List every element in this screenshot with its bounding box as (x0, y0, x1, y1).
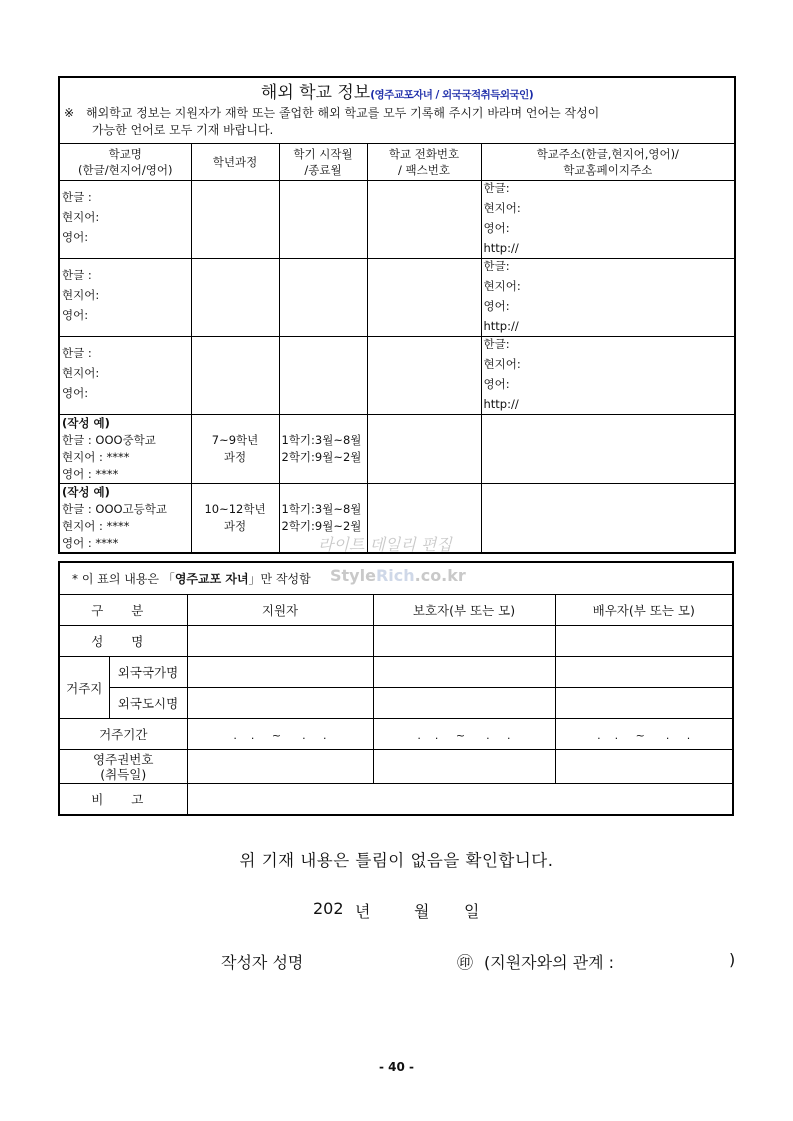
table-title (59, 77, 735, 103)
residence-note-pre: * 이 표의 내용은 「 (72, 572, 175, 586)
local-name-label: 현지어: (62, 366, 100, 380)
example-local-name: 현지어 : **** (62, 519, 130, 533)
example-term-1: 1학기:3월~8월 (281, 502, 362, 516)
address-korean-label: 한글: (483, 337, 510, 351)
course-cell[interactable] (191, 181, 279, 259)
seal-mark: ㊞ (457, 953, 474, 972)
header-spouse: 배우자(부 또는 모) (555, 595, 733, 626)
applicant-period-field[interactable] (187, 719, 373, 750)
applicant-country-field[interactable] (187, 657, 373, 688)
example-english-name: 영어 : **** (62, 467, 119, 481)
example-school-name (59, 415, 191, 484)
example-address (481, 415, 735, 484)
note-line-2: 가능한 언어로 모두 기재 바랍니다. (92, 123, 274, 137)
english-name-label: 영어: (62, 386, 89, 400)
period-placeholder: . . ~ . . (233, 728, 327, 742)
row-pr-line2: (취득일) (100, 766, 147, 782)
date-day-label: 일 (464, 902, 480, 921)
spouse-name-field[interactable] (555, 626, 733, 657)
header-phone-line2: / 팩스번호 (398, 163, 450, 177)
relation-close: ) (729, 950, 736, 969)
example-english-name: 영어 : **** (62, 536, 119, 550)
residence-note (59, 562, 733, 595)
example-course (191, 484, 279, 554)
example-term-1: 1학기:3월~8월 (281, 433, 362, 447)
example-course (191, 415, 279, 484)
residence-table (58, 561, 734, 816)
period-cell[interactable] (279, 181, 367, 259)
header-period-line2: /종료월 (304, 163, 342, 177)
header-period (279, 144, 367, 181)
example-term-2: 2학기:9월~2월 (281, 519, 362, 533)
row-residence-label: 거주지 (59, 657, 109, 719)
applicant-name-field[interactable] (187, 626, 373, 657)
example-korean-name: 한글 : OOO중학교 (62, 433, 156, 447)
header-period-line1: 학기 시작월 (293, 147, 353, 161)
row-name-text: 성 명 (91, 634, 156, 649)
header-school-name-line1: 학교명 (108, 147, 142, 161)
period-cell[interactable] (279, 259, 367, 337)
residence-note-bold: 영주교포 자녀 (174, 572, 249, 586)
header-address-line2: 학교홈페이지주소 (563, 163, 653, 177)
course-cell[interactable] (191, 259, 279, 337)
english-name-label: 영어: (62, 230, 89, 244)
address-local-label: 현지어: (483, 357, 521, 371)
applicant-pr-field[interactable] (187, 750, 373, 784)
local-name-label: 현지어: (62, 288, 100, 302)
row-city-label: 외국도시명 (109, 688, 187, 719)
note-mark: ※ (64, 106, 75, 120)
address-english-label: 영어: (483, 377, 510, 391)
row-pr-label (59, 750, 187, 784)
example-label: (작성 예) (62, 416, 110, 430)
guardian-pr-field[interactable] (373, 750, 555, 784)
school-name-cell[interactable] (59, 181, 191, 259)
period-placeholder: . . ~ . . (597, 728, 691, 742)
course-cell[interactable] (191, 337, 279, 415)
guardian-name-field[interactable] (373, 626, 555, 657)
guardian-country-field[interactable] (373, 657, 555, 688)
example-korean-name: 한글 : OOO고등학교 (62, 502, 167, 516)
guardian-period-field[interactable] (373, 719, 555, 750)
example-address (481, 484, 735, 554)
table-header-row (59, 144, 735, 181)
header-phone-line1: 학교 전화번호 (388, 147, 460, 161)
phone-cell[interactable] (367, 181, 481, 259)
instruction-note (59, 103, 735, 144)
applicant-city-field[interactable] (187, 688, 373, 719)
address-local-label: 현지어: (483, 201, 521, 215)
address-cell[interactable] (481, 181, 735, 259)
confirmation-statement: 위 기재 내용은 틀림이 없음을 확인합니다. (239, 851, 554, 870)
address-english-label: 영어: (483, 299, 510, 313)
date-month-label: 월 (414, 902, 430, 921)
address-korean-label: 한글: (483, 181, 510, 195)
page-number: - 40 - (378, 1060, 414, 1074)
example-course-line2: 과정 (223, 519, 247, 533)
residence-note-post: 」만 작성함 (248, 572, 311, 586)
example-term (279, 484, 367, 554)
spouse-period-field[interactable] (555, 719, 733, 750)
example-local-name: 현지어 : **** (62, 450, 130, 464)
watermark-domain: .co.kr (414, 566, 466, 585)
row-period-label: 거주기간 (59, 719, 187, 750)
writer-name-label: 작성자 성명 (221, 953, 304, 972)
example-course-line1: 10~12학년 (204, 502, 266, 516)
watermark-rich: Rich (375, 566, 415, 585)
address-local-label: 현지어: (483, 279, 521, 293)
period-placeholder: . . ~ . . (417, 728, 511, 742)
header-school-name (59, 144, 191, 181)
spouse-city-field[interactable] (555, 688, 733, 719)
header-guardian: 보호자(부 또는 모) (373, 595, 555, 626)
example-phone (367, 484, 481, 554)
row-name-label (59, 626, 187, 657)
school-entry-row (59, 337, 735, 415)
date-year-label: 년 (355, 902, 371, 921)
local-name-label: 현지어: (62, 210, 100, 224)
example-phone (367, 415, 481, 484)
example-label: (작성 예) (62, 485, 110, 499)
school-entry-row (59, 181, 735, 259)
header-school-name-line2: (한글/현지어/영어) (78, 163, 173, 177)
korean-name-label: 한글 : (62, 346, 92, 360)
address-english-label: 영어: (483, 221, 510, 235)
row-remarks-text: 비 고 (91, 791, 156, 807)
example-course-line2: 과정 (223, 450, 247, 464)
example-course-line1: 7~9학년 (211, 433, 259, 447)
school-name-cell[interactable] (59, 337, 191, 415)
phone-cell[interactable] (367, 337, 481, 415)
header-phone (367, 144, 481, 181)
school-entry-row (59, 259, 735, 337)
example-term (279, 415, 367, 484)
phone-cell[interactable] (367, 259, 481, 337)
watermark-korean: 라이트 데일리 편집 (318, 535, 452, 554)
header-applicant: 지원자 (187, 595, 373, 626)
row-country-label: 외국국가명 (109, 657, 187, 688)
date-year: 202 (313, 899, 344, 918)
overseas-school-table (58, 76, 736, 554)
example-term-2: 2학기:9월~2월 (281, 450, 362, 464)
table-title-main: 해외 학교 정보 (260, 83, 371, 103)
korean-name-label: 한글 : (62, 190, 92, 204)
address-korean-label: 한글: (483, 259, 510, 273)
relation-label: (지원자와의 관계 : (484, 953, 614, 972)
homepage-label: http:// (483, 397, 519, 411)
spouse-pr-field[interactable] (555, 750, 733, 784)
address-cell[interactable] (481, 337, 735, 415)
example-row (59, 484, 735, 554)
remarks-field[interactable] (187, 784, 733, 815)
period-cell[interactable] (279, 337, 367, 415)
row-remarks-label (59, 784, 187, 815)
homepage-label: http:// (483, 319, 519, 333)
watermark-style: Style (330, 566, 376, 585)
spouse-country-field[interactable] (555, 657, 733, 688)
school-name-cell[interactable] (59, 259, 191, 337)
header-address (481, 144, 735, 181)
header-course: 학년과정 (191, 144, 279, 181)
homepage-label: http:// (483, 241, 519, 255)
table-title-sub: (영주교포자녀 / 외국국적취득외국인) (370, 89, 534, 101)
guardian-city-field[interactable] (373, 688, 555, 719)
header-address-line1: 학교주소(한글,현지어,영어)/ (536, 147, 679, 161)
example-school-name (59, 484, 191, 554)
note-line-1: 해외학교 정보는 지원자가 재학 또는 졸업한 해외 학교를 모두 기록해 주시기 바라며 언어는 작성이 (86, 106, 600, 120)
address-cell[interactable] (481, 259, 735, 337)
row-pr-line1: 영주권번호 (93, 751, 154, 767)
korean-name-label: 한글 : (62, 268, 92, 282)
english-name-label: 영어: (62, 308, 89, 322)
header-category-text: 구 분 (91, 603, 156, 618)
example-row (59, 415, 735, 484)
header-category (59, 595, 187, 626)
